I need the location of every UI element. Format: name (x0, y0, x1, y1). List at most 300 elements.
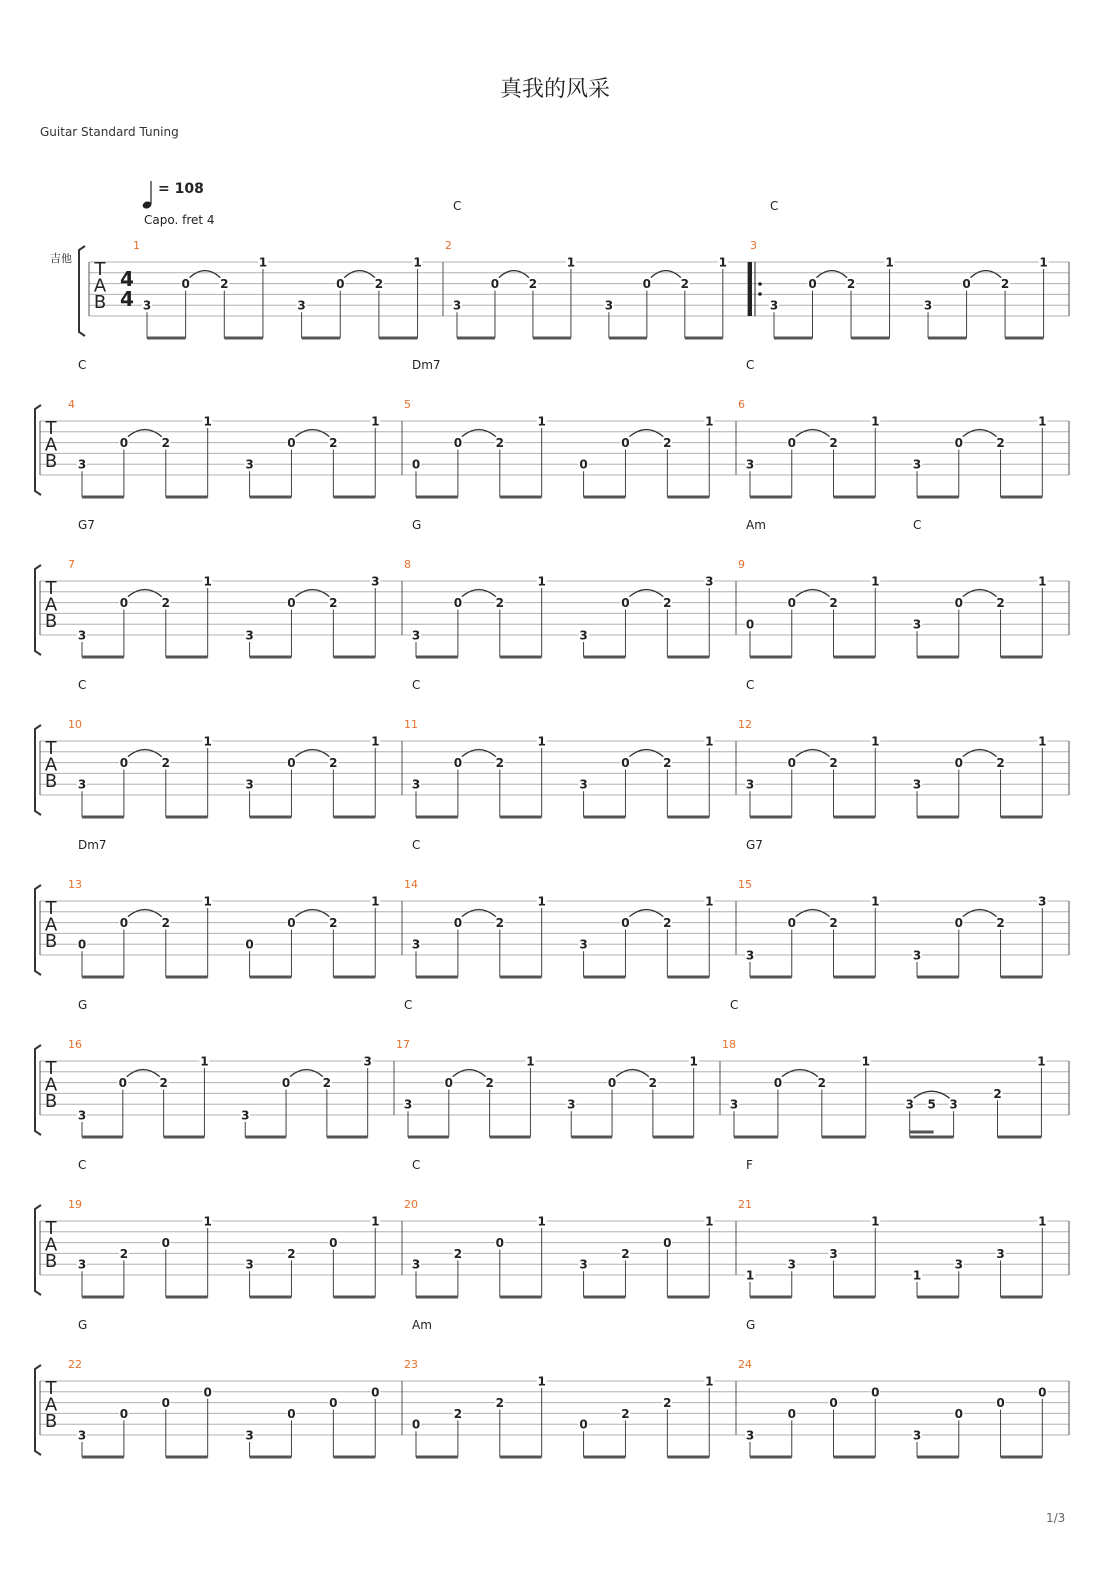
chord-name: C (913, 518, 922, 532)
fret-number: 2 (663, 1396, 672, 1411)
measure-number: 7 (68, 558, 75, 571)
tie-arc (127, 1070, 160, 1077)
fret-number: 2 (829, 436, 838, 451)
beam (250, 976, 292, 979)
beam (1001, 1296, 1043, 1299)
tab-clef-letter: B (44, 451, 58, 472)
chord-name: C (770, 199, 779, 213)
chord-name: C (78, 678, 87, 692)
beam (333, 496, 375, 499)
measure-number: 11 (404, 718, 418, 731)
fret-number: 2 (329, 596, 338, 611)
fret-number: 1 (705, 734, 714, 749)
fret-number: 3 (829, 1246, 838, 1261)
repeat-dot (758, 292, 762, 296)
fret-number: 3 (77, 777, 87, 792)
measure (452, 256, 748, 340)
chord-name: C (730, 998, 739, 1012)
tie-arc (796, 750, 830, 757)
fret-number: 3 (403, 1097, 413, 1112)
beam (734, 1136, 778, 1139)
fret-number: 3 (77, 1108, 87, 1123)
time-signature-bottom: 4 (120, 287, 134, 311)
fret-number: 0 (118, 1076, 127, 1091)
tab-system (35, 1205, 1069, 1299)
fret-number: 3 (912, 777, 922, 792)
fret-number: 2 (495, 1396, 504, 1411)
tab-clef-letter: A (44, 1074, 58, 1096)
beam (164, 1136, 205, 1139)
measure-number: 1 (133, 239, 140, 252)
beam (82, 976, 124, 979)
fret-number: 3 (411, 937, 421, 952)
fret-number: 0 (954, 596, 963, 611)
fret-number: 3 (245, 457, 254, 472)
chord-name: C (78, 1158, 87, 1172)
system-bracket (79, 246, 85, 336)
tie-arc (963, 590, 997, 597)
fret-number: 3 (245, 1257, 254, 1272)
tie-arc (295, 430, 329, 437)
fret-number: 1 (371, 894, 380, 909)
fret-number: 3 (923, 298, 933, 313)
fret-number: 0 (607, 1076, 617, 1091)
beam (774, 337, 813, 340)
fret-number: 3 (363, 1054, 372, 1069)
chord-name: C (412, 1158, 421, 1172)
tab-system (35, 1365, 1069, 1459)
tab-clef-letter: T (45, 1058, 57, 1079)
fret-number: 1 (1038, 574, 1047, 589)
fret-number: 2 (161, 756, 170, 771)
fret-number: 1 (871, 894, 880, 909)
fret-number: 3 (1038, 894, 1047, 909)
beam (245, 1136, 286, 1139)
tie-arc (782, 1070, 818, 1077)
fret-number: 1 (1037, 1054, 1046, 1069)
page-number: 1/3 (1046, 1511, 1066, 1525)
beam (166, 656, 208, 659)
fret-number: 2 (996, 436, 1005, 451)
measure-number: 2 (445, 239, 452, 252)
fret-number: 0 (962, 277, 971, 292)
tie-arc (453, 1070, 486, 1077)
tie-arc (295, 910, 329, 917)
fret-number: 1 (413, 255, 422, 270)
beam (333, 1296, 375, 1299)
measure-number: 5 (404, 398, 411, 411)
beam (750, 976, 792, 979)
measure-number: 15 (738, 878, 752, 891)
fret-number: 0 (161, 1396, 170, 1411)
tab-clef-letter: T (45, 418, 57, 439)
tie-arc (629, 430, 663, 437)
beam (750, 1296, 792, 1299)
fret-number: 0 (287, 436, 296, 451)
fret-number: 2 (495, 916, 504, 931)
beam (166, 1296, 208, 1299)
measure (748, 256, 1069, 340)
instrument-name: 吉他 (50, 252, 72, 265)
fret-number: 0 (371, 1385, 380, 1400)
fret-number: 3 (949, 1097, 958, 1112)
fret-number: 2 (829, 596, 838, 611)
tie-arc (629, 910, 663, 917)
beam (250, 656, 292, 659)
fret-number: 3 (411, 777, 421, 792)
fret-number: 1 (203, 894, 212, 909)
fret-number: 1 (871, 414, 880, 429)
fret-number: 0 (787, 436, 796, 451)
time-signature-top: 4 (120, 267, 134, 291)
fret-number: 2 (287, 1246, 296, 1261)
tie-arc (190, 271, 221, 278)
beam (82, 656, 124, 659)
beam (584, 496, 626, 499)
tie-arc (128, 750, 162, 757)
chord-name: C (453, 199, 462, 213)
beam (224, 337, 263, 340)
tab-system (35, 725, 1069, 819)
tie-arc (651, 271, 681, 278)
chord-name: Am (412, 1318, 432, 1332)
tab-clef-letter: A (93, 275, 107, 297)
tab-clef-letter: B (44, 931, 58, 952)
fret-number: 0 (787, 1406, 796, 1421)
beam (416, 976, 458, 979)
beam (82, 1456, 124, 1459)
fret-number: 0 (181, 277, 190, 292)
beam (416, 1296, 458, 1299)
tie-arc (971, 271, 1002, 278)
measure (411, 415, 736, 499)
fret-number: 3 (705, 574, 714, 589)
fret-number: 0 (495, 1236, 504, 1251)
fret-number: 0 (787, 756, 796, 771)
tie-arc (128, 910, 162, 917)
fret-number: 3 (77, 1257, 87, 1272)
beam (250, 496, 292, 499)
measure-number: 10 (68, 718, 82, 731)
beam (166, 1456, 208, 1459)
chord-name: G (78, 1318, 88, 1332)
fret-number: 0 (119, 756, 129, 771)
fret-number: 2 (322, 1076, 332, 1091)
measure-number: 23 (404, 1358, 418, 1371)
chord-name: G (746, 1318, 756, 1332)
measure (411, 575, 736, 659)
beam (500, 1296, 542, 1299)
fret-number: 2 (495, 436, 504, 451)
chord-name: C (746, 358, 755, 372)
beam (667, 816, 709, 819)
beam (685, 337, 723, 340)
beam (667, 656, 709, 659)
chord-name: G7 (78, 518, 95, 532)
tie-arc (963, 430, 997, 437)
fret-number: 2 (680, 277, 690, 292)
tie-arc (499, 271, 529, 278)
chord-name: C (78, 358, 87, 372)
beam (166, 816, 208, 819)
fret-number: 0 (329, 1396, 338, 1411)
fret-number: 3 (729, 1097, 739, 1112)
measure-number: 4 (68, 398, 75, 411)
measure (745, 895, 1069, 979)
tempo-marking: = 108 (158, 181, 204, 197)
tab-clef-letter: B (44, 1091, 58, 1112)
beam (333, 816, 375, 819)
fret-number: 2 (453, 1246, 463, 1261)
fret-number: 3 (245, 777, 254, 792)
beam (750, 1456, 792, 1459)
fret-number: 0 (621, 596, 630, 611)
fret-number: 1 (537, 734, 546, 749)
measure (77, 1055, 394, 1139)
tab-clef-letter: T (45, 1378, 57, 1399)
beam (917, 1296, 959, 1299)
fret-number: 2 (161, 596, 170, 611)
beam (917, 816, 959, 819)
tie-arc (344, 271, 375, 278)
fret-number: 1 (203, 414, 212, 429)
tie-arc (817, 271, 848, 278)
beam (584, 816, 626, 819)
fret-number: 3 (745, 948, 755, 963)
fret-number: 0 (77, 937, 87, 952)
measure (745, 575, 1069, 659)
fret-number: 0 (996, 1396, 1005, 1411)
beam (834, 1456, 876, 1459)
tab-system (35, 1045, 1069, 1139)
fret-number: 1 (1038, 1214, 1047, 1229)
fret-number: 1 (689, 1054, 698, 1069)
beam (379, 337, 418, 340)
fret-number: 2 (220, 277, 229, 292)
fret-number: 2 (453, 1406, 463, 1421)
tie-arc (295, 590, 329, 597)
measure-number: 17 (396, 1038, 410, 1051)
tie-arc (629, 590, 663, 597)
tab-clef-letter: B (44, 771, 58, 792)
fret-number: 0 (954, 756, 963, 771)
fret-number: 0 (245, 937, 254, 952)
beam (834, 656, 876, 659)
fret-number: 3 (787, 1257, 796, 1272)
fret-number: 0 (411, 457, 421, 472)
beam (500, 976, 542, 979)
beam (1005, 337, 1044, 340)
measure-number: 6 (738, 398, 745, 411)
measure (142, 256, 443, 340)
beam (327, 1136, 368, 1139)
tab-system (35, 885, 1069, 979)
tie-arc (616, 1070, 649, 1077)
fret-number: 2 (329, 756, 338, 771)
fret-number: 2 (996, 756, 1005, 771)
beam (822, 1136, 866, 1139)
fret-number: 2 (829, 756, 838, 771)
beam (750, 496, 792, 499)
tab-clef-letter: A (44, 754, 58, 776)
fret-number: 1 (912, 1268, 922, 1283)
measure-number: 16 (68, 1038, 82, 1051)
fret-number: 1 (718, 255, 727, 270)
fret-number: 0 (663, 1236, 672, 1251)
beam (998, 1136, 1042, 1139)
tab-clef-letter: T (45, 578, 57, 599)
fret-number: 0 (287, 596, 296, 611)
fret-number: 2 (648, 1076, 658, 1091)
fret-number: 0 (444, 1076, 453, 1091)
fret-number: 0 (453, 436, 463, 451)
chord-name: Dm7 (78, 838, 107, 852)
fret-number: 1 (705, 414, 714, 429)
beam (166, 976, 208, 979)
fret-number: 3 (77, 1428, 87, 1443)
beam (457, 337, 495, 340)
beam (333, 1456, 375, 1459)
measure-number: 3 (750, 239, 757, 252)
chord-name: C (404, 998, 413, 1012)
fret-number: 0 (773, 1076, 783, 1091)
measure-number: 24 (738, 1358, 752, 1371)
tie-arc (462, 910, 496, 917)
repeat-thick-bar (748, 262, 752, 316)
fret-number: 0 (954, 916, 963, 931)
chord-name: Am (746, 518, 766, 532)
fret-number: 1 (871, 734, 880, 749)
tie-arc (462, 430, 496, 437)
fret-number: 2 (663, 756, 672, 771)
fret-number: 2 (663, 436, 672, 451)
fret-number: 1 (1038, 734, 1047, 749)
tab-clef-letter: B (93, 292, 107, 313)
fret-number: 2 (161, 436, 170, 451)
beam (917, 656, 959, 659)
measure (77, 895, 402, 979)
beam (834, 976, 876, 979)
measure-number: 9 (738, 558, 745, 571)
chord-name: F (746, 1158, 753, 1172)
fret-number: 0 (203, 1385, 212, 1400)
beam (490, 1136, 531, 1139)
fret-number: 1 (537, 894, 546, 909)
fret-number: 0 (287, 1406, 296, 1421)
tab-clef-letter: T (45, 898, 57, 919)
fret-number: 1 (371, 734, 380, 749)
fret-number: 2 (159, 1076, 168, 1091)
tie-arc (796, 590, 830, 597)
beam (584, 976, 626, 979)
fret-number: 3 (912, 948, 922, 963)
fret-number: 1 (537, 574, 546, 589)
tie-arc (128, 590, 162, 597)
beam (667, 1456, 709, 1459)
fret-number: 0 (453, 596, 463, 611)
fret-number: 3 (411, 628, 421, 643)
capo-marking: Capo. fret 4 (144, 213, 215, 227)
fret-number: 3 (77, 628, 87, 643)
fret-number: 2 (996, 916, 1005, 931)
fret-number: 1 (526, 1054, 535, 1069)
fret-number: 0 (829, 1396, 838, 1411)
measure-number: 20 (404, 1198, 418, 1211)
measure-number: 19 (68, 1198, 82, 1211)
fret-number: 2 (663, 916, 672, 931)
fret-number: 3 (905, 1097, 914, 1112)
beam (653, 1136, 694, 1139)
tuning-label: Guitar Standard Tuning (40, 125, 179, 139)
measure-number: 21 (738, 1198, 752, 1211)
beam (82, 1296, 124, 1299)
chord-name: C (412, 838, 421, 852)
fret-number: 0 (329, 1236, 338, 1251)
fret-number: 3 (579, 1257, 588, 1272)
fret-number: 1 (203, 1214, 212, 1229)
fret-number: 0 (808, 277, 817, 292)
fret-number: 3 (579, 777, 588, 792)
fret-number: 3 (241, 1108, 250, 1123)
fret-number: 2 (817, 1076, 827, 1091)
fret-number: 3 (912, 457, 922, 472)
fret-number: 1 (861, 1054, 870, 1069)
beam (500, 496, 542, 499)
fret-number: 3 (452, 298, 462, 313)
fret-number: 3 (912, 1428, 922, 1443)
tie-arc (290, 1070, 323, 1077)
fret-number: 2 (846, 277, 856, 292)
fret-number: 2 (161, 916, 170, 931)
beam (928, 337, 967, 340)
fret-number: 3 (579, 937, 588, 952)
beam (917, 1456, 959, 1459)
measure (77, 735, 402, 819)
chord-name: G (78, 998, 88, 1012)
fret-number: 2 (495, 756, 504, 771)
fret-number: 2 (993, 1086, 1002, 1101)
beam (917, 976, 959, 979)
tie-arc (462, 750, 496, 757)
measure (745, 735, 1069, 819)
fret-number: 0 (621, 436, 630, 451)
beam (82, 496, 124, 499)
measure-number: 13 (68, 878, 82, 891)
tab-system (35, 565, 1069, 659)
beam-secondary (910, 1131, 934, 1134)
fret-number: 0 (119, 596, 129, 611)
repeat-dot (758, 282, 762, 286)
beam (82, 1136, 123, 1139)
fret-number: 0 (1038, 1385, 1047, 1400)
measure (77, 415, 402, 499)
fret-number: 2 (621, 1406, 630, 1421)
fret-number: 1 (537, 1374, 546, 1389)
fret-number: 2 (1000, 277, 1010, 292)
tab-clef-letter: A (44, 914, 58, 936)
fret-number: 2 (329, 436, 338, 451)
tie-arc (963, 910, 997, 917)
tie-arc (796, 430, 830, 437)
beam (1001, 1456, 1043, 1459)
fret-number: 0 (579, 1417, 588, 1432)
beam (500, 656, 542, 659)
beam (416, 816, 458, 819)
beam (250, 816, 292, 819)
tab-clef-letter: T (45, 1218, 57, 1239)
fret-number: 3 (411, 1257, 421, 1272)
measure (77, 575, 402, 659)
